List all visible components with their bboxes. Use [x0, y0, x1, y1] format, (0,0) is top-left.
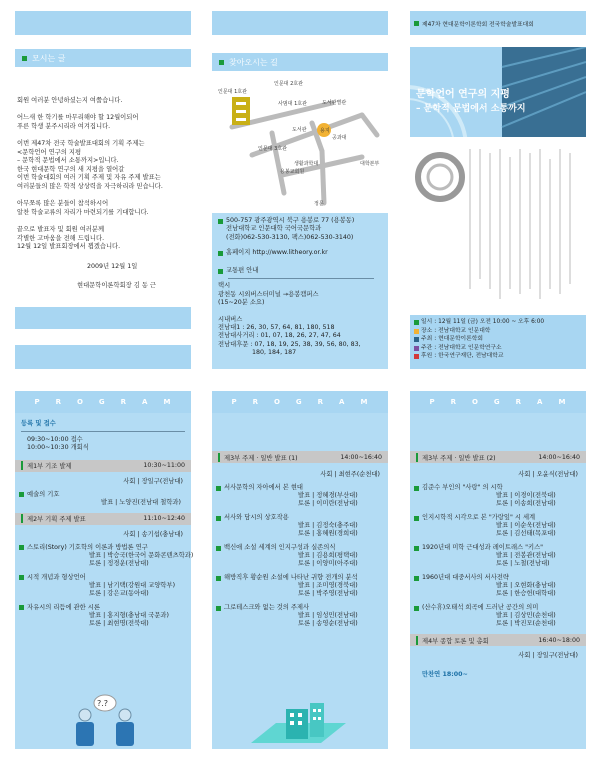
talk-item: 서사와 담시의 상호작용 발표 | 김정숙(충주대) 토론 | 홍혜원(경희대) — [212, 514, 388, 538]
session-chair: 사회 | 장일구(전남대) — [123, 477, 183, 485]
event-details — [410, 315, 586, 369]
greeting-title: 모시는 글 — [32, 53, 66, 63]
bullet-icon — [414, 21, 419, 26]
map-label: 도서관별관 — [322, 100, 347, 106]
greeting-signature: 현대문학이론학회장 김 동 근 — [77, 282, 156, 289]
greeting-date: 2009년 12월 1일 — [87, 263, 138, 270]
directions-panel — [212, 11, 388, 369]
cover-title-1: 문학언어 연구의 지평 — [416, 89, 510, 100]
program-header: P R O G R A M — [212, 391, 388, 413]
directions-heading — [212, 53, 388, 71]
session-chair: 사회 | 장일구(전남대) — [518, 652, 578, 659]
talk-item: 자유시의 리듬에 관한 시론 발표 | 홍지형(충남대 국문과) 토론 | 최현명(전북대) — [15, 604, 191, 628]
building-illustration — [246, 703, 356, 749]
talk-item: 1920년대 미학 근대성과 레이트래스 "키스" 발표 | 전봉관(전남대) 토론 | 노철(전남대) — [410, 544, 586, 568]
talk-item: 1960년대 대중서사의 서사전략 발표 | 오현화(충남대) 토론 | 한승헌(대학대) — [410, 574, 586, 598]
bullet-icon — [218, 219, 223, 224]
session-bar: 제2부 기획 주제 발표 11:10~12:40 — [15, 513, 191, 525]
talk-item: 인지시학적 시각으로 본 "가랑잎" 시 세계 발표 | 이순욱(전남대) 토론 | 김선태(목포대) — [410, 514, 586, 538]
session-chair: 사회 | 오윤식(전남대) — [518, 471, 578, 478]
talk-item: 백신애 소설 세계의 인지구성과 실존의식 발표 | 김용희(평택대) 토론 | 이양미(아주대) — [212, 544, 388, 568]
talk-item: 해방직후 황순원 소설에 나타난 귀향 전개의 분석 발표 | 조미영(경북대) 토론 | 박주영(전남대) — [212, 574, 388, 598]
bullet-icon — [218, 269, 223, 274]
session-chair: 사회 | 최현주(순천대) — [320, 471, 380, 478]
cover-panel — [410, 11, 586, 369]
svg-text:?.?: ?.? — [97, 699, 109, 708]
registration-title: 등록 및 접수 — [21, 420, 56, 427]
session-bar: 제3부 주제 · 일반 발표 (2) 14:00~16:40 — [410, 451, 586, 463]
bullet-icon — [219, 60, 224, 65]
greeting-body: 회원 여러분 안녕하셨는지 여쭙습니다. 어느새 한 학기를 마무리해야 할 12월이되어 푸른 학생 분주시리라 여겨집니다. 이번 제47차 전국 학술발표대회의 기획 주제는 <문학언어 연구의 지평 – 문학적 문법에서 소통까지>입니다. 한국 현대문학 연구의 새 지평을 열어갈 이번 학술대회의 여러 기획 주제 및 자유 주제 발표는 여러분들의 많은 학적 상상력을 자극하리라 믿습니다. 아무쪼록 많은 분들이 참석하시어 알찬 학술교류의 자리가 마련되기를 기대합니다. 끝으로 발표자 및 회원 여러분께 각별한 고마움을 전해 드립니다. 12월 12일 발표회장에서 뵙겠습니다. — [17, 97, 163, 251]
detail-row: 장소 : 전남대학교 인문대학 — [414, 327, 582, 336]
map-label: 도서관 — [292, 127, 307, 133]
event-name: 제47차 현대문학이론학회 전국학술발표대회 — [422, 21, 534, 28]
map-label: 공과대 — [332, 135, 347, 141]
map-label: 용지 — [320, 128, 330, 134]
info-box — [212, 213, 388, 369]
calligraphy-artwork — [410, 139, 586, 307]
cover-header — [410, 11, 586, 35]
map-label: 대학본부 — [360, 161, 380, 167]
title-band — [410, 47, 586, 137]
people-illustration — [65, 693, 145, 749]
map-label: 용봉교회원 — [280, 169, 305, 175]
talk-item: 스토리(Story) 기호학의 이론과 방법론 연구 발표 | 박승국(한국어 문화콘텐츠학과) 토론 | 정경운(전남대) — [15, 544, 191, 568]
program-panel-2 — [212, 391, 388, 749]
greeting-heading — [15, 49, 191, 67]
directions-title: 찾아오시는 길 — [229, 57, 278, 67]
campus-map — [212, 75, 388, 215]
talk-item: 예술의 기호 발표 | 노양진(전남대 철학과) — [15, 491, 191, 507]
program-header: P R O G R A M — [15, 391, 191, 413]
session-chair: 사회 | 송기섭(충남대) — [123, 530, 183, 538]
registration-times: 09:30~10:00 접수 10:00~10:30 개회식 — [27, 435, 89, 452]
map-label: 인문대 3호관 — [258, 146, 287, 152]
map-label: 생활과학대 — [294, 161, 319, 167]
dinner: 만찬연 18:00~ — [422, 671, 468, 678]
bullet-icon — [22, 56, 27, 61]
talk-item: 시적 개념과 형상언어 발표 | 남기택(강원대 교양학부) 토론 | 강은교(동아대) — [15, 574, 191, 598]
talk-item: (산수휴)오태석 희곡에 드러난 공간의 의미 발표 | 김상민(순천대) 토론 | 박진모(순천대) — [410, 604, 586, 628]
top-band — [15, 11, 191, 35]
session-bar: 제4부 종합 토론 및 총회 16:40~18:00 — [410, 634, 586, 646]
program-header: P R O G R A M — [410, 391, 586, 413]
top-band — [212, 11, 388, 35]
session-bar: 제3부 주제 · 일반 발표 (1) 14:00~16:40 — [212, 451, 388, 463]
talk-item: 김준수 부인의 "사랑" 의 시학 발표 | 이경이(전북대) 토론 | 이송희(전남대) — [410, 484, 586, 508]
bullet-icon — [218, 251, 223, 256]
session-bar: 제1부 기조 발제 10:30~11:00 — [15, 460, 191, 472]
transport-title: 교통편 안내 — [226, 267, 259, 275]
mid-band — [15, 307, 191, 329]
detail-row: 일시 : 12월 11일 (금) 오전 10:00 ~ 오후 6:00 — [414, 318, 582, 327]
talk-item: 서사문학의 자아에서 본 현대 발표 | 정혜경(부산대) 토론 | 이미란(전남대) — [212, 484, 388, 508]
program-panel-1 — [15, 391, 194, 749]
bottom-band — [15, 345, 191, 369]
talk-item: 그로테스크와 없는 것의 주제사 발표 | 임성민(전남대) 토론 | 송영순(전남대) — [212, 604, 388, 628]
detail-row: 주관 : 전남대학교 인문학연구소 — [414, 344, 582, 353]
map-label: 사범대 1호관 — [278, 101, 307, 107]
transport-details: 택시 광천동 시외버스터미널 →용봉캠퍼스 (15~20분 소요) 시내버스 전남대1 : 26, 30, 57, 64, 81, 180, 518 전남대사거리 : 01, 07, 18, 26, 27, 47, 64 전남대후문 : 07, 18, 19, 25, 38, 39, 56, 80, 83, 180, 184, 187 — [218, 282, 361, 356]
map-label: 정문 — [314, 201, 324, 207]
map-label: 인문대 2호관 — [274, 81, 303, 87]
address: 500-757 광주광역시 북구 용봉로 77 (용봉동) 전남대학교 인문대학 국어국문학과 (전화)062-530-3130, 팩스)062-530-3140) — [226, 217, 355, 241]
cover-title-2: – 문학적 문법에서 소통까지 — [416, 104, 526, 114]
detail-row: 주최 : 현대문학이론학회 — [414, 335, 582, 344]
greeting-panel — [15, 11, 191, 369]
detail-row: 후원 : 한국연구재단, 전남대학교 — [414, 352, 582, 361]
map-label: 인문대 1호관 — [218, 89, 247, 95]
program-panel-3 — [410, 391, 586, 749]
homepage-link[interactable]: 홈페이지 http://www.litheory.or.kr — [226, 248, 328, 256]
